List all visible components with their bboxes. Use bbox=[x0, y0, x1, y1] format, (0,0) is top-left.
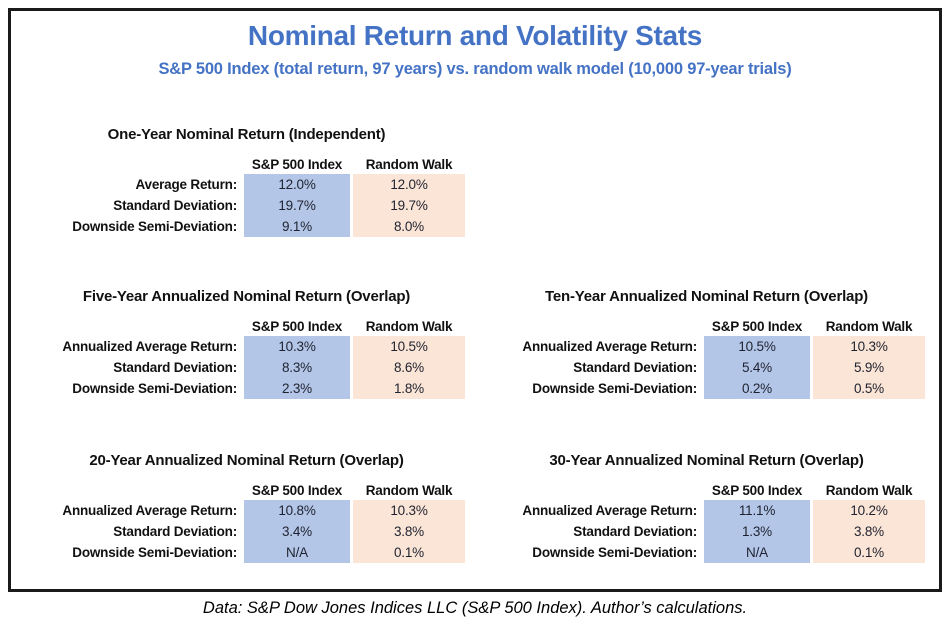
table-grid bbox=[488, 483, 925, 563]
row-label: Downside Semi-Deviation: bbox=[532, 545, 697, 560]
figure-frame bbox=[8, 8, 942, 592]
table-grid bbox=[28, 483, 465, 563]
value-cell-random-walk: 10.2% bbox=[813, 500, 925, 521]
column-header-random-walk: Random Walk bbox=[365, 483, 453, 498]
table-grid bbox=[28, 319, 465, 399]
row-label: Downside Semi-Deviation: bbox=[72, 219, 237, 234]
value-cell-sp500: 1.3% bbox=[704, 521, 810, 542]
value-cell-random-walk: 0.5% bbox=[813, 378, 925, 399]
corner-cell bbox=[28, 319, 241, 336]
column-header-random-walk: Random Walk bbox=[365, 157, 453, 172]
value-cell-sp500: 12.0% bbox=[244, 174, 350, 195]
column-header-sp500: S&P 500 Index bbox=[251, 157, 343, 172]
table-title: One-Year Nominal Return (Independent) bbox=[107, 126, 386, 143]
value-cell-random-walk: 3.8% bbox=[353, 521, 465, 542]
row-label: Annualized Average Return: bbox=[522, 339, 697, 354]
value-cell-random-walk: 8.6% bbox=[353, 357, 465, 378]
row-label: Standard Deviation: bbox=[113, 524, 237, 539]
corner-cell bbox=[488, 319, 701, 336]
value-cell-random-walk: 8.0% bbox=[353, 216, 465, 237]
row-label: Standard Deviation: bbox=[573, 360, 697, 375]
row-label: Annualized Average Return: bbox=[62, 503, 237, 518]
row-label: Downside Semi-Deviation: bbox=[72, 381, 237, 396]
value-cell-random-walk: 1.8% bbox=[353, 378, 465, 399]
table-ten-year bbox=[488, 288, 925, 399]
value-cell-random-walk: 10.3% bbox=[353, 500, 465, 521]
value-cell-sp500: 10.3% bbox=[244, 336, 350, 357]
value-cell-sp500: 11.1% bbox=[704, 500, 810, 521]
value-cell-random-walk: 0.1% bbox=[353, 542, 465, 563]
value-cell-sp500: N/A bbox=[244, 542, 350, 563]
value-cell-random-walk: 10.3% bbox=[813, 336, 925, 357]
table-five-year bbox=[28, 288, 465, 399]
table-title: 20-Year Annualized Nominal Return (Overlap) bbox=[89, 452, 404, 469]
value-cell-sp500: 9.1% bbox=[244, 216, 350, 237]
table-title: Five-Year Annualized Nominal Return (Overlap) bbox=[82, 288, 411, 305]
value-cell-random-walk: 3.8% bbox=[813, 521, 925, 542]
column-header-random-walk: Random Walk bbox=[825, 483, 913, 498]
row-label: Average Return: bbox=[135, 177, 237, 192]
value-cell-sp500: 3.4% bbox=[244, 521, 350, 542]
table-thirty-year bbox=[488, 452, 925, 563]
row-label: Downside Semi-Deviation: bbox=[532, 381, 697, 396]
value-cell-random-walk: 0.1% bbox=[813, 542, 925, 563]
column-header-sp500: S&P 500 Index bbox=[711, 483, 803, 498]
value-cell-random-walk: 10.5% bbox=[353, 336, 465, 357]
column-header-random-walk: Random Walk bbox=[825, 319, 913, 334]
value-cell-sp500: 10.5% bbox=[704, 336, 810, 357]
column-header-sp500: S&P 500 Index bbox=[711, 319, 803, 334]
value-cell-sp500: 8.3% bbox=[244, 357, 350, 378]
table-title: Ten-Year Annualized Nominal Return (Overlap) bbox=[545, 288, 868, 305]
table-title: 30-Year Annualized Nominal Return (Overlap) bbox=[549, 452, 864, 469]
table-grid bbox=[488, 319, 925, 399]
column-header-sp500: S&P 500 Index bbox=[251, 319, 343, 334]
row-label: Downside Semi-Deviation: bbox=[72, 545, 237, 560]
page-title: Nominal Return and Volatility Stats bbox=[247, 20, 703, 51]
corner-cell bbox=[28, 157, 241, 174]
value-cell-random-walk: 19.7% bbox=[353, 195, 465, 216]
table-grid bbox=[28, 157, 465, 237]
value-cell-random-walk: 12.0% bbox=[353, 174, 465, 195]
value-cell-sp500: 0.2% bbox=[704, 378, 810, 399]
value-cell-sp500: N/A bbox=[704, 542, 810, 563]
table-twenty-year bbox=[28, 452, 465, 563]
page-subtitle: S&P 500 Index (total return, 97 years) vs. random walk model (10,000 97-year trials) bbox=[158, 60, 792, 78]
row-label: Standard Deviation: bbox=[573, 524, 697, 539]
row-label: Standard Deviation: bbox=[113, 198, 237, 213]
corner-cell bbox=[488, 483, 701, 500]
value-cell-sp500: 10.8% bbox=[244, 500, 350, 521]
value-cell-sp500: 2.3% bbox=[244, 378, 350, 399]
value-cell-random-walk: 5.9% bbox=[813, 357, 925, 378]
row-label: Annualized Average Return: bbox=[522, 503, 697, 518]
corner-cell bbox=[28, 483, 241, 500]
value-cell-sp500: 19.7% bbox=[244, 195, 350, 216]
column-header-sp500: S&P 500 Index bbox=[251, 483, 343, 498]
row-label: Annualized Average Return: bbox=[62, 339, 237, 354]
row-label: Standard Deviation: bbox=[113, 360, 237, 375]
value-cell-sp500: 5.4% bbox=[704, 357, 810, 378]
column-header-random-walk: Random Walk bbox=[365, 319, 453, 334]
data-source-caption: Data: S&P Dow Jones Indices LLC (S&P 500 Index). Author’s calculations. bbox=[202, 599, 748, 617]
table-one-year bbox=[28, 126, 465, 237]
